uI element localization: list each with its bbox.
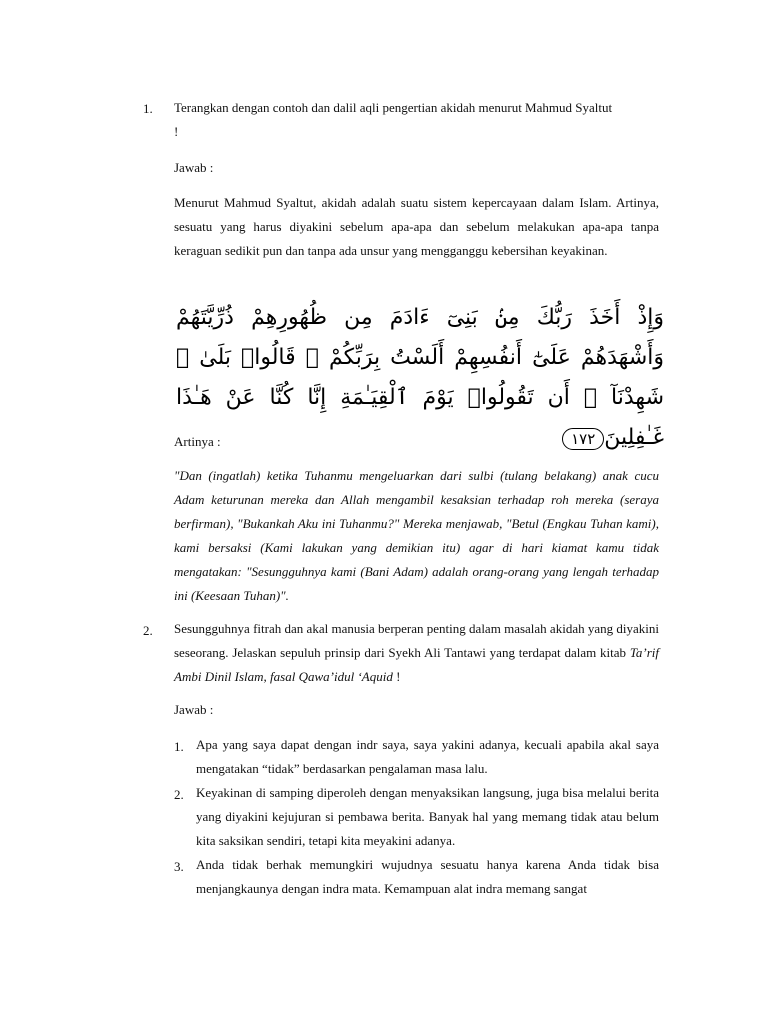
list-item: Keyakinan di samping diperoleh dengan menyaksikan langsung, juga bisa melalui berita yang diyakini kejujuran si pembawa berita. Banyak hal yang memang tidak atau belum kita saksikan sendiri, tetapi kita meyakini adanya. (196, 785, 659, 848)
q1-answer-text: Menurut Mahmud Syaltut, akidah adalah suatu sistem kepercayaan dalam Islam. Artinya, sesuatu yang harus diyakini sebelum apa-apa dan sebelum melakukan apa-apa tanpa keraguan sedikit pun dan tanpa ada unsur yang mengganggu kebersihan keyakinan. (174, 195, 659, 258)
list-item: Apa yang saya dapat dengan indr saya, saya yakini adanya, kecuali apabila akal saya mengatakan “tidak” berdasarkan pengalaman masa lalu. (196, 737, 659, 776)
list-item-number: 2. (174, 787, 184, 802)
q1-translation-label: Artinya : (174, 434, 221, 449)
q2-number: 2. (143, 623, 153, 638)
q1-translation: "Dan (ingatlah) ketika Tuhanmu mengeluarkan dari sulbi (tulang belakang) anak cucu Adam keturunan mereka dan Allah mengambil kesaksian terhadap roh mereka (seraya berfirman), "Bukankah Aku ini Tuhanmu?" Mereka menjawab, "Betul (Engkau Tuhan kami), kami bersaksi (Kami lakukan yang demikian itu) agar di hari kiamat kamu tidak mengatakan: "Sesungguhnya kami (Bani Adam) adalah orang-orang yang lengah terhadap ini (Keesaan Tuhan)". (174, 468, 659, 603)
q1-question (174, 96, 664, 144)
ayah-number-marker: ١٧٢ (562, 428, 604, 450)
q2-question-end: ! (392, 669, 401, 684)
list-item: Anda tidak berhak memungkiri wujudnya sesuatu hanya karena Anda tidak bisa menjangkaunya dengan indra mata. Kemampuan alat indra memang sangat (196, 857, 659, 896)
q1-question-line2: ! (174, 124, 179, 139)
arabic-verse-text: وَإِذْ أَخَذَ رَبُّكَ مِنۢ بَنِىٓ ءَادَمَ مِن ظُهُورِهِمْ ذُرِّيَّتَهُمْ وَأَشْهَدَهُمْ عَلَىٰٓ أَنفُسِهِمْ أَلَسْتُ بِرَبِّكُمْ ۖ قَالُوا۟ بَلَىٰ ۛ شَهِدْنَآ ۛ أَن تَقُولُوا۟ يَوْمَ ٱلْقِيَـٰمَةِ إِنَّا كُنَّا عَنْ هَـٰذَا غَـٰفِلِينَ (176, 305, 664, 450)
q2-question-main: Sesungguhnya fitrah dan akal manusia berperan penting dalam masalah akidah yang diyakini seseorang. Jelaskan sepuluh prinsip dari Syekh Ali Tantawi yang terdapat dalam kitab (174, 621, 659, 660)
q2-answer-label: Jawab : (174, 702, 214, 717)
list-item-number: 1. (174, 739, 184, 754)
list-item-number: 3. (174, 859, 184, 874)
q1-question-line1: Terangkan dengan contoh dan dalil aqli pengertian akidah menurut Mahmud Syaltut (174, 100, 613, 115)
q2-question (174, 617, 659, 689)
q1-answer-label: Jawab : (174, 160, 214, 175)
q2-book-title: Ta’rif Ambi Dinil Islam, fasal Qawa’idul ‘Aquid (174, 645, 660, 684)
q1-number: 1. (143, 101, 153, 116)
